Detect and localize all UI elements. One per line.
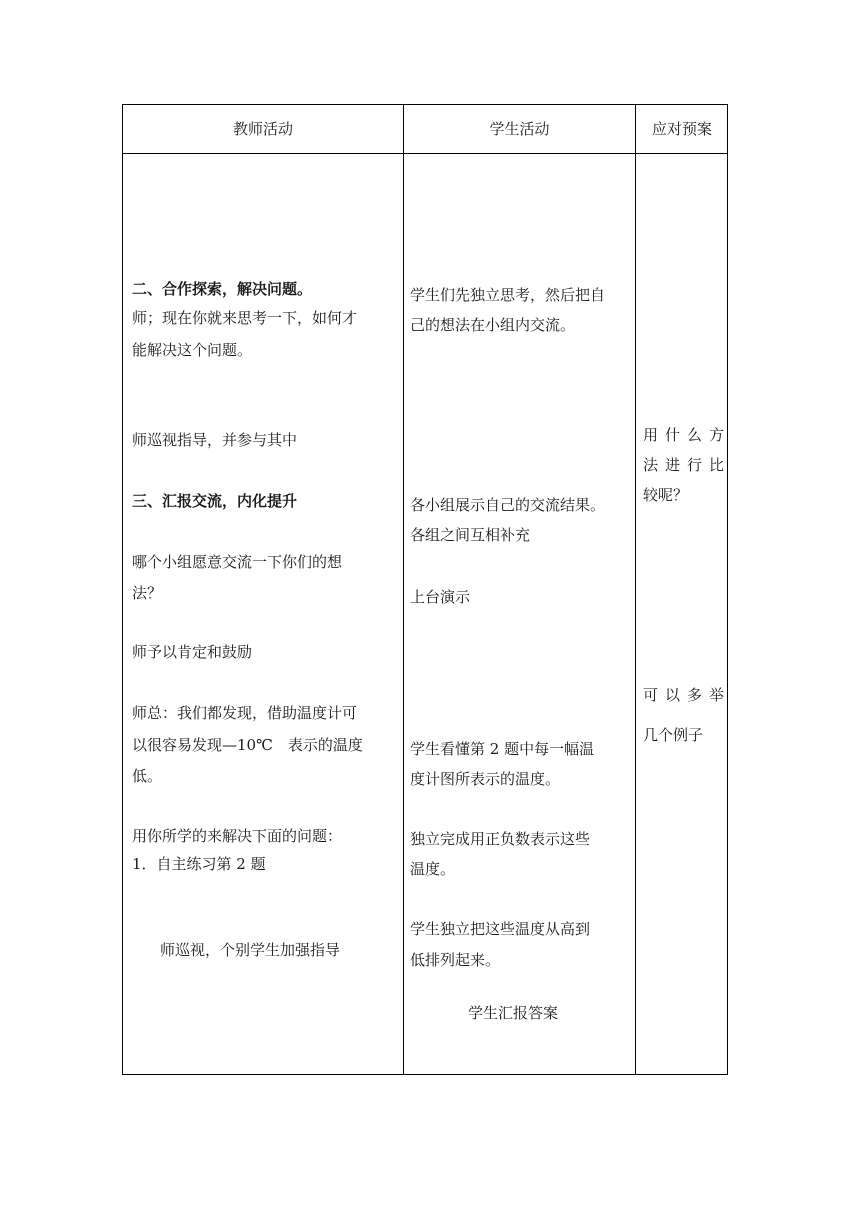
plan-text: 法进行比 bbox=[643, 456, 732, 474]
student-text: 各组之间互相补充 bbox=[410, 526, 531, 544]
student-text: 低排列起来。 bbox=[410, 951, 501, 969]
student-text: 己的想法在小组内交流。 bbox=[410, 316, 576, 334]
teacher-text: 师巡视，个别学生加强指导 bbox=[160, 941, 341, 959]
lesson-plan-table bbox=[122, 104, 732, 1075]
student-text: 学生们先独立思考，然后把自 bbox=[410, 286, 606, 304]
column-divider bbox=[635, 105, 636, 1074]
student-text: 上台演示 bbox=[410, 588, 471, 606]
teacher-text: 1．自主练习第 2 题 bbox=[132, 855, 266, 873]
column-divider bbox=[403, 105, 404, 1074]
header-student-activity: 学生活动 bbox=[489, 120, 550, 138]
student-text: 学生独立把这些温度从高到 bbox=[410, 920, 591, 938]
student-text: 学生看懂第 2 题中每一幅温 bbox=[410, 740, 595, 758]
teacher-text: 法？ bbox=[132, 584, 163, 602]
teacher-text: 师予以肯定和鼓励 bbox=[132, 643, 253, 661]
teacher-text: 能解决这个问题。 bbox=[132, 341, 253, 359]
teacher-text: 师；现在你就来思考一下，如何才 bbox=[132, 309, 358, 327]
plan-text: 用什么方 bbox=[643, 426, 732, 444]
student-text: 学生汇报答案 bbox=[468, 1004, 559, 1022]
header-divider bbox=[123, 153, 727, 154]
plan-text: 较呢？ bbox=[643, 486, 689, 504]
student-text: 独立完成用正负数表示这些 bbox=[410, 830, 591, 848]
student-text: 温度。 bbox=[410, 860, 456, 878]
header-response-plan: 应对预案 bbox=[651, 120, 712, 138]
teacher-text: 师总：我们都发现，借助温度计可 bbox=[132, 704, 358, 722]
teacher-text: 以很容易发现—10℃ 表示的温度 bbox=[132, 736, 363, 754]
plan-text: 几个例子 bbox=[643, 726, 704, 744]
header-teacher-activity: 教师活动 bbox=[232, 120, 293, 138]
teacher-text: 低。 bbox=[132, 767, 163, 785]
section-2-title: 二、合作探索，解决问题。 bbox=[132, 280, 313, 298]
teacher-text: 哪个小组愿意交流一下你们的想 bbox=[132, 553, 343, 571]
plan-text: 可以多举 bbox=[643, 686, 732, 704]
student-text: 各小组展示自己的交流结果。 bbox=[410, 496, 606, 514]
teacher-text: 师巡视指导，并参与其中 bbox=[132, 431, 298, 449]
section-3-title: 三、汇报交流，内化提升 bbox=[132, 492, 298, 510]
teacher-text: 用你所学的来解决下面的问题： bbox=[132, 827, 343, 845]
student-text: 度计图所表示的温度。 bbox=[410, 770, 561, 788]
